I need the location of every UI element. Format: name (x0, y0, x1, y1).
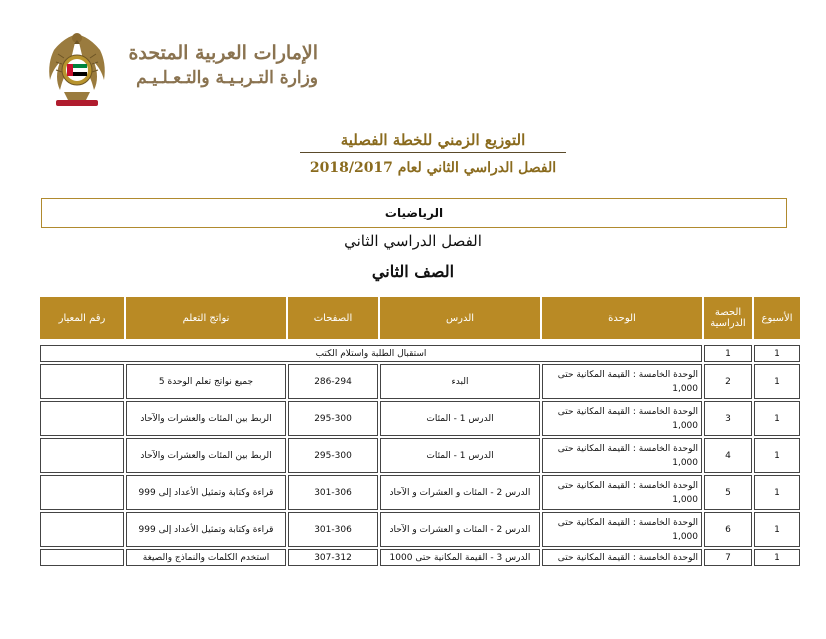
cell-standard (40, 512, 124, 547)
cell-intro-text: استقبال الطلبة واستلام الكتب (40, 345, 702, 362)
cell-week: 1 (754, 345, 800, 362)
cell-period: 1 (704, 345, 752, 362)
cell-outcomes: استخدم الكلمات والنماذج والصيغة (126, 549, 286, 566)
header-week: الأسبوع (754, 297, 800, 339)
cell-lesson: الدرس 1 - المئات (380, 438, 540, 473)
cell-period: 5 (704, 475, 752, 510)
grade-label: الصف الثاني (371, 262, 455, 281)
cell-period: 2 (704, 364, 752, 399)
cell-standard (40, 549, 124, 566)
cell-pages: 301-306 (288, 475, 378, 510)
cell-lesson: البدء (380, 364, 540, 399)
cell-standard (40, 401, 124, 436)
table-row (40, 475, 800, 510)
header-pages: الصفحات (288, 297, 378, 339)
header-standard: رقم المعيار (40, 297, 124, 339)
cell-pages: 286-294 (288, 364, 378, 399)
cell-period: 6 (704, 512, 752, 547)
table-row (40, 364, 800, 399)
plan-table (38, 295, 802, 568)
cell-pages: 295-300 (288, 438, 378, 473)
cell-week: 1 (754, 364, 800, 399)
header-period: الحصة الدراسية (704, 297, 752, 339)
cell-period: 4 (704, 438, 752, 473)
cell-lesson: الدرس 2 - المئات و العشرات و الآحاد (380, 512, 540, 547)
cell-unit: الوحدة الخامسة : القيمة المكانية حتى 1,000 (542, 364, 702, 399)
cell-unit: الوحدة الخامسة : القيمة المكانية حتى (542, 549, 702, 566)
cell-unit: الوحدة الخامسة : القيمة المكانية حتى 1,000 (542, 475, 702, 510)
cell-pages: 307-312 (288, 549, 378, 566)
cell-unit: الوحدة الخامسة : القيمة المكانية حتى 1,000 (542, 512, 702, 547)
cell-week: 1 (754, 438, 800, 473)
subject-box (41, 198, 787, 228)
plan-title: التوزيع الزمني للخطة الفصلية (300, 131, 566, 153)
cell-standard (40, 475, 124, 510)
cell-lesson: الدرس 3 - القيمة المكانية حتى 1000 (380, 549, 540, 566)
uae-emblem-logo (44, 28, 110, 110)
cell-pages: 301-306 (288, 512, 378, 547)
cell-outcomes: الربط بين المئات والعشرات والآحاد (126, 438, 286, 473)
table-row (40, 512, 800, 547)
cell-week: 1 (754, 401, 800, 436)
cell-outcomes: قراءة وكتابة وتمثيل الأعداد إلى 999 (126, 475, 286, 510)
semester-label: الفصل الدراسي الثاني (344, 232, 482, 250)
header-lesson: الدرس (380, 297, 540, 339)
cell-outcomes: الربط بين المئات والعشرات والآحاد (126, 401, 286, 436)
cell-pages: 295-300 (288, 401, 378, 436)
subject-name: الرياضيات (384, 206, 444, 220)
ministry-name: وزارة التـربـيـة والتـعـلـيـم (136, 68, 318, 88)
header-outcomes: نواتج التعلم (126, 297, 286, 339)
cell-standard (40, 364, 124, 399)
cell-unit: الوحدة الخامسة : القيمة المكانية حتى 1,000 (542, 438, 702, 473)
cell-lesson: الدرس 1 - المئات (380, 401, 540, 436)
ministry-header (118, 40, 318, 90)
table-row (40, 549, 800, 566)
cell-lesson: الدرس 2 - المئات و العشرات و الآحاد (380, 475, 540, 510)
plan-year-title: الفصل الدراسي الثاني لعام 2018/2017 (309, 160, 557, 176)
table-row (40, 401, 800, 436)
cell-unit: الوحدة الخامسة : القيمة المكانية حتى 1,000 (542, 401, 702, 436)
cell-week: 1 (754, 512, 800, 547)
table-row (40, 438, 800, 473)
cell-week: 1 (754, 475, 800, 510)
table-row (40, 345, 800, 362)
cell-period: 3 (704, 401, 752, 436)
header-unit: الوحدة (542, 297, 702, 339)
cell-standard (40, 438, 124, 473)
cell-period: 7 (704, 549, 752, 566)
country-name: الإمارات العربية المتحدة (128, 42, 318, 64)
table-header-row (40, 297, 800, 339)
cell-week: 1 (754, 549, 800, 566)
cell-outcomes: قراءة وكتابة وتمثيل الأعداد إلى 999 (126, 512, 286, 547)
cell-outcomes: جميع نواتج تعلم الوحدة 5 (126, 364, 286, 399)
